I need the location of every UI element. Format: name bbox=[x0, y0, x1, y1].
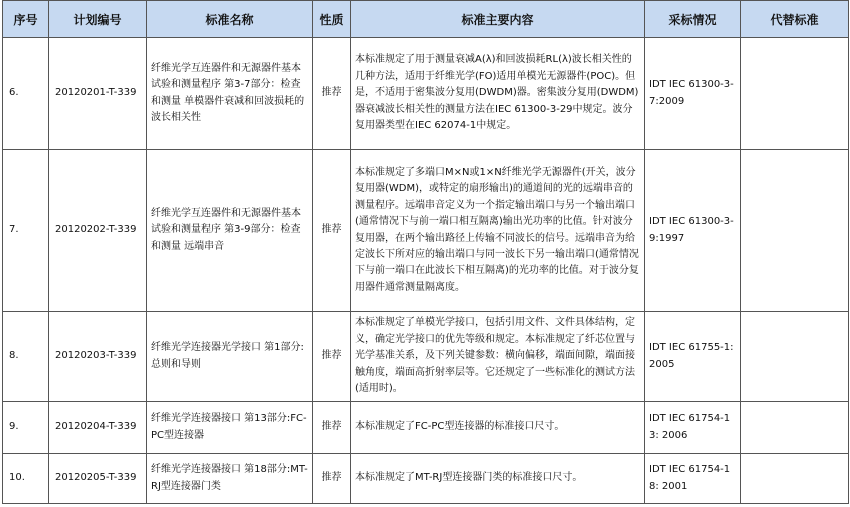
row-number: 6. bbox=[3, 38, 49, 150]
row-nature: 推荐 bbox=[313, 312, 351, 402]
table-row bbox=[3, 312, 849, 402]
header-nature: 性质 bbox=[313, 1, 351, 38]
header-replaced-standard: 代替标准 bbox=[741, 1, 849, 38]
row-nature: 推荐 bbox=[313, 150, 351, 312]
row-standard-name: 纤维光学连接器光学接口 第1部分:总则和导则 bbox=[147, 312, 313, 402]
row-nature: 推荐 bbox=[313, 454, 351, 504]
row-adoption: IDT IEC 61300-3-7:2009 bbox=[645, 38, 741, 150]
header-row bbox=[3, 1, 849, 38]
row-main-content: 本标准规定了用于测量衰减A(λ)和回波损耗RL(λ)波长相关性的几种方法，适用于纤维光学(FO)适用单模光无源器件(POC)。但是，不适用于密集波分复用(DWDM)器。密集波分复用(DWDM)器衰减波长相关性的测量方法在IEC 61300-3-29中规定。波分复用器类型在IEC 62074-1中规定。 bbox=[351, 38, 645, 150]
row-plan-number: 20120202-T-339 bbox=[49, 150, 147, 312]
header-main-content: 标准主要内容 bbox=[351, 1, 645, 38]
row-number: 7. bbox=[3, 150, 49, 312]
row-standard-name: 纤维光学连接器接口 第18部分:MT-RJ型连接器门类 bbox=[147, 454, 313, 504]
table-row bbox=[3, 454, 849, 504]
row-replaced-standard bbox=[741, 402, 849, 454]
row-replaced-standard bbox=[741, 312, 849, 402]
row-replaced-standard bbox=[741, 38, 849, 150]
row-main-content: 本标准规定了FC-PC型连接器的标准接口尺寸。 bbox=[351, 402, 645, 454]
row-adoption: IDT IEC 61754-18: 2001 bbox=[645, 454, 741, 504]
table-row bbox=[3, 38, 849, 150]
row-standard-name: 纤维光学互连器件和无源器件基本试验和测量程序 第3-7部分：检查和测量 单模器件衰减和回波损耗的波长相关性 bbox=[147, 38, 313, 150]
row-nature: 推荐 bbox=[313, 38, 351, 150]
row-plan-number: 20120201-T-339 bbox=[49, 38, 147, 150]
row-number: 8. bbox=[3, 312, 49, 402]
row-main-content: 本标准规定了MT-RJ型连接器门类的标准接口尺寸。 bbox=[351, 454, 645, 504]
row-replaced-standard bbox=[741, 150, 849, 312]
row-standard-name: 纤维光学互连器件和无源器件基本试验和测量程序 第3-9部分：检查和测量 远端串音 bbox=[147, 150, 313, 312]
table-row bbox=[3, 150, 849, 312]
row-adoption: IDT IEC 61300-3-9:1997 bbox=[645, 150, 741, 312]
row-plan-number: 20120204-T-339 bbox=[49, 402, 147, 454]
row-plan-number: 20120203-T-339 bbox=[49, 312, 147, 402]
standards-table bbox=[2, 0, 849, 504]
row-number: 9. bbox=[3, 402, 49, 454]
table-row bbox=[3, 402, 849, 454]
row-number: 10. bbox=[3, 454, 49, 504]
header-adoption: 采标情况 bbox=[645, 1, 741, 38]
row-replaced-standard bbox=[741, 454, 849, 504]
header-no: 序号 bbox=[3, 1, 49, 38]
row-standard-name: 纤维光学连接器接口 第13部分:FC-PC型连接器 bbox=[147, 402, 313, 454]
row-adoption: IDT IEC 61755-1:2005 bbox=[645, 312, 741, 402]
row-adoption: IDT IEC 61754-13: 2006 bbox=[645, 402, 741, 454]
header-plan-number: 计划编号 bbox=[49, 1, 147, 38]
row-plan-number: 20120205-T-339 bbox=[49, 454, 147, 504]
header-standard-name: 标准名称 bbox=[147, 1, 313, 38]
row-main-content: 本标准规定了多端口M×N或1×N纤维光学无源器件(开关，波分复用器(WDM)，或特定的扇形输出)的通道间的光的远端串音的测量程序。远端串音定义为一个指定输出端口与另一个输出端口(通常情况下与前一端口相互隔离)输出光功率的比值。针对波分复用器，在两个输出路径上传输不同波长的信号。远端串音为给定波长下所对应的输出端口与同一波长下另一输出端口(通常情况下与前一端口在此波长下相互隔离)的光功率的比值。对于波分复用器件通常测量隔离度。 bbox=[351, 150, 645, 312]
row-nature: 推荐 bbox=[313, 402, 351, 454]
row-main-content: 本标准规定了单模光学接口，包括引用文件、文件具体结构，定义，确定光学接口的优先等级和规定。本标准规定了纤芯位置与光学基准关系，及下列关键参数：横向偏移，端面间隙，端面接触角度，端面高折射率层等。它还规定了一些标准化的测试方法(适用时)。 bbox=[351, 312, 645, 402]
